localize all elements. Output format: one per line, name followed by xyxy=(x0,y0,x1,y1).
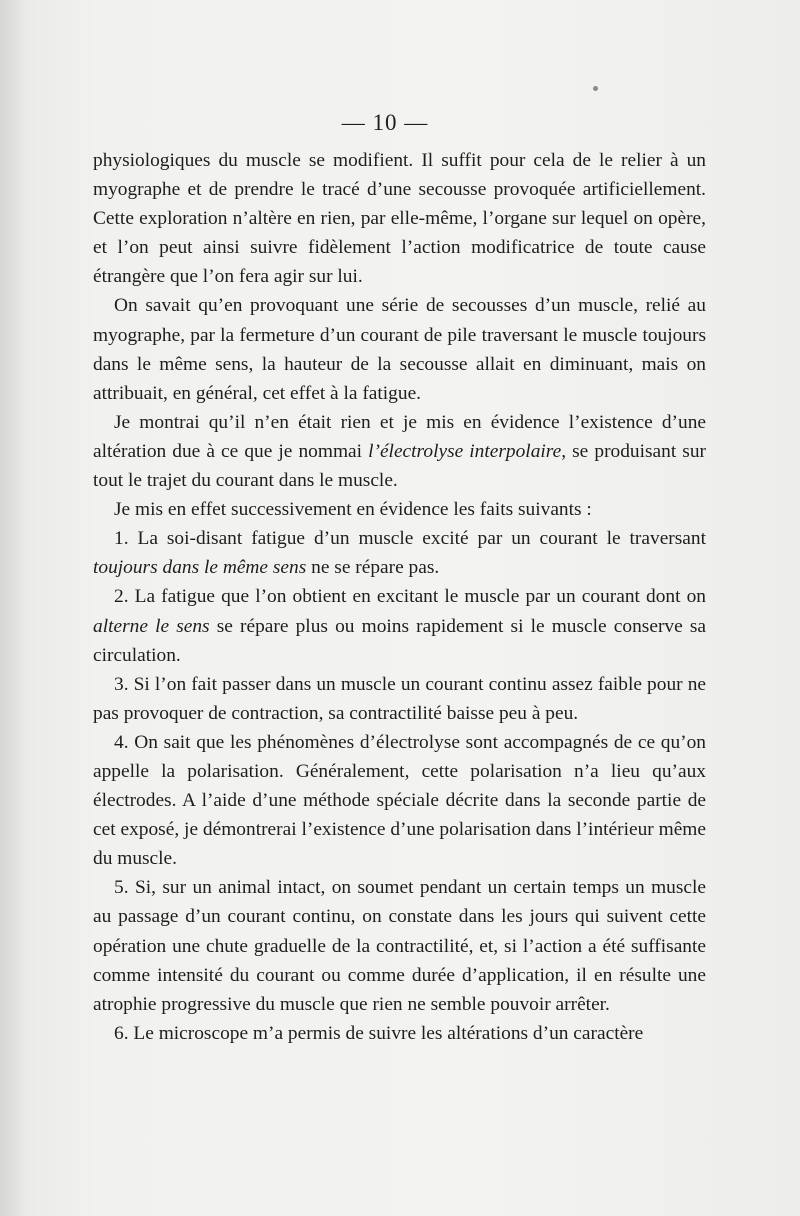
paragraph-continuation: physiologiques du muscle se modifient. Il suffit pour cela de le relier à un myographe et de prendre le tracé d’une secousse provoquée artificiellement. Cette exploration n’altère en rien, par elle-même, l’organe sur lequel on opère, et l’on peut ainsi suivre fidèlement l’action modificatrice de toute cause étrangère que l’on fera agir sur lui. xyxy=(93,150,706,288)
list-item-text: Si, sur un animal intact, on soumet pendant un certain temps un muscle au passage d’un courant continu, on constate dans les jours qui suivent cette opération une chute graduelle de la contractilité, et, si l’action a été suffisante comme intensité du courant ou comme durée d’application, il en résulte une atrophie progressive du muscle que rien ne semble pouvoir arrêter. xyxy=(93,877,706,1015)
list-item-1 xyxy=(93,524,706,582)
paragraph-text: , se produisant sur tout le trajet du courant dans le muscle. xyxy=(93,440,707,492)
emphasis-term: alterne le sens xyxy=(93,615,210,637)
list-item-text: On sait que les phénomènes d’électrolyse sont accompagnés de ce qu’on appelle la polarisation. Généralement, cette polarisation n’a lieu qu’aux électrodes. A l’aide d’une méthode spéciale décrite dans la seconde partie de cet exposé, je démontrerai l’existence d’une polarisation dans l’intérieur même du muscle. xyxy=(93,731,706,870)
binding-shadow xyxy=(0,0,26,1216)
list-item-number: 5. xyxy=(114,877,129,899)
list-item-number: 3. xyxy=(114,673,129,695)
list-item-text: ne se répare pas. xyxy=(306,557,440,579)
list-item-number: 6. xyxy=(114,1022,129,1044)
list-item-text: Le microscope m’a permis de suivre les altérations d’un caractère xyxy=(128,1022,644,1044)
list-item-5 xyxy=(93,873,706,1018)
list-item-number: 2. xyxy=(114,586,129,608)
paragraph-electrolyse xyxy=(93,408,706,495)
paragraph-intro-list: Je mis en effet successivement en évidence les faits suivants : xyxy=(114,499,592,521)
list-item-number: 4. xyxy=(114,731,129,753)
emphasis-term: toujours dans le même sens xyxy=(93,557,307,579)
list-item-4 xyxy=(93,728,706,873)
list-item-6 xyxy=(93,1019,706,1048)
list-item-text: se répare plus ou moins rapidement si le muscle conserve sa circulation. xyxy=(93,615,706,666)
emphasis-term: l’électrolyse interpolaire xyxy=(368,440,562,462)
paper-speck xyxy=(593,86,598,91)
list-item-number: 1. xyxy=(114,528,129,550)
list-item-text: Si l’on fait passer dans un muscle un courant continu assez faible pour ne pas provoquer de contraction, sa contractilité baisse peu à peu. xyxy=(93,673,706,724)
list-item-3 xyxy=(93,670,706,728)
paragraph-fatigue: On savait qu’en provoquant une série de secousses d’un muscle, relié au myographe, par la fermeture d’un courant de pile traversant le muscle toujours dans le même sens, la hauteur de la secousse allait en diminuant, mais on attribuait, en général, cet effet à la fatigue. xyxy=(93,295,706,404)
list-item-text: La soi-disant fatigue d’un muscle excité par un courant le traversant xyxy=(128,528,706,550)
list-item-text: La fatigue que l’on obtient en excitant le muscle par un courant dont on xyxy=(128,586,706,608)
paragraph-text: Je montrai qu’il n’en était rien et je mis en évidence l’existence d’une altération due à ce que je nommai xyxy=(93,411,706,462)
page-number: — 10 — xyxy=(341,110,429,135)
body-text xyxy=(93,146,706,1048)
list-item-2 xyxy=(93,582,706,669)
